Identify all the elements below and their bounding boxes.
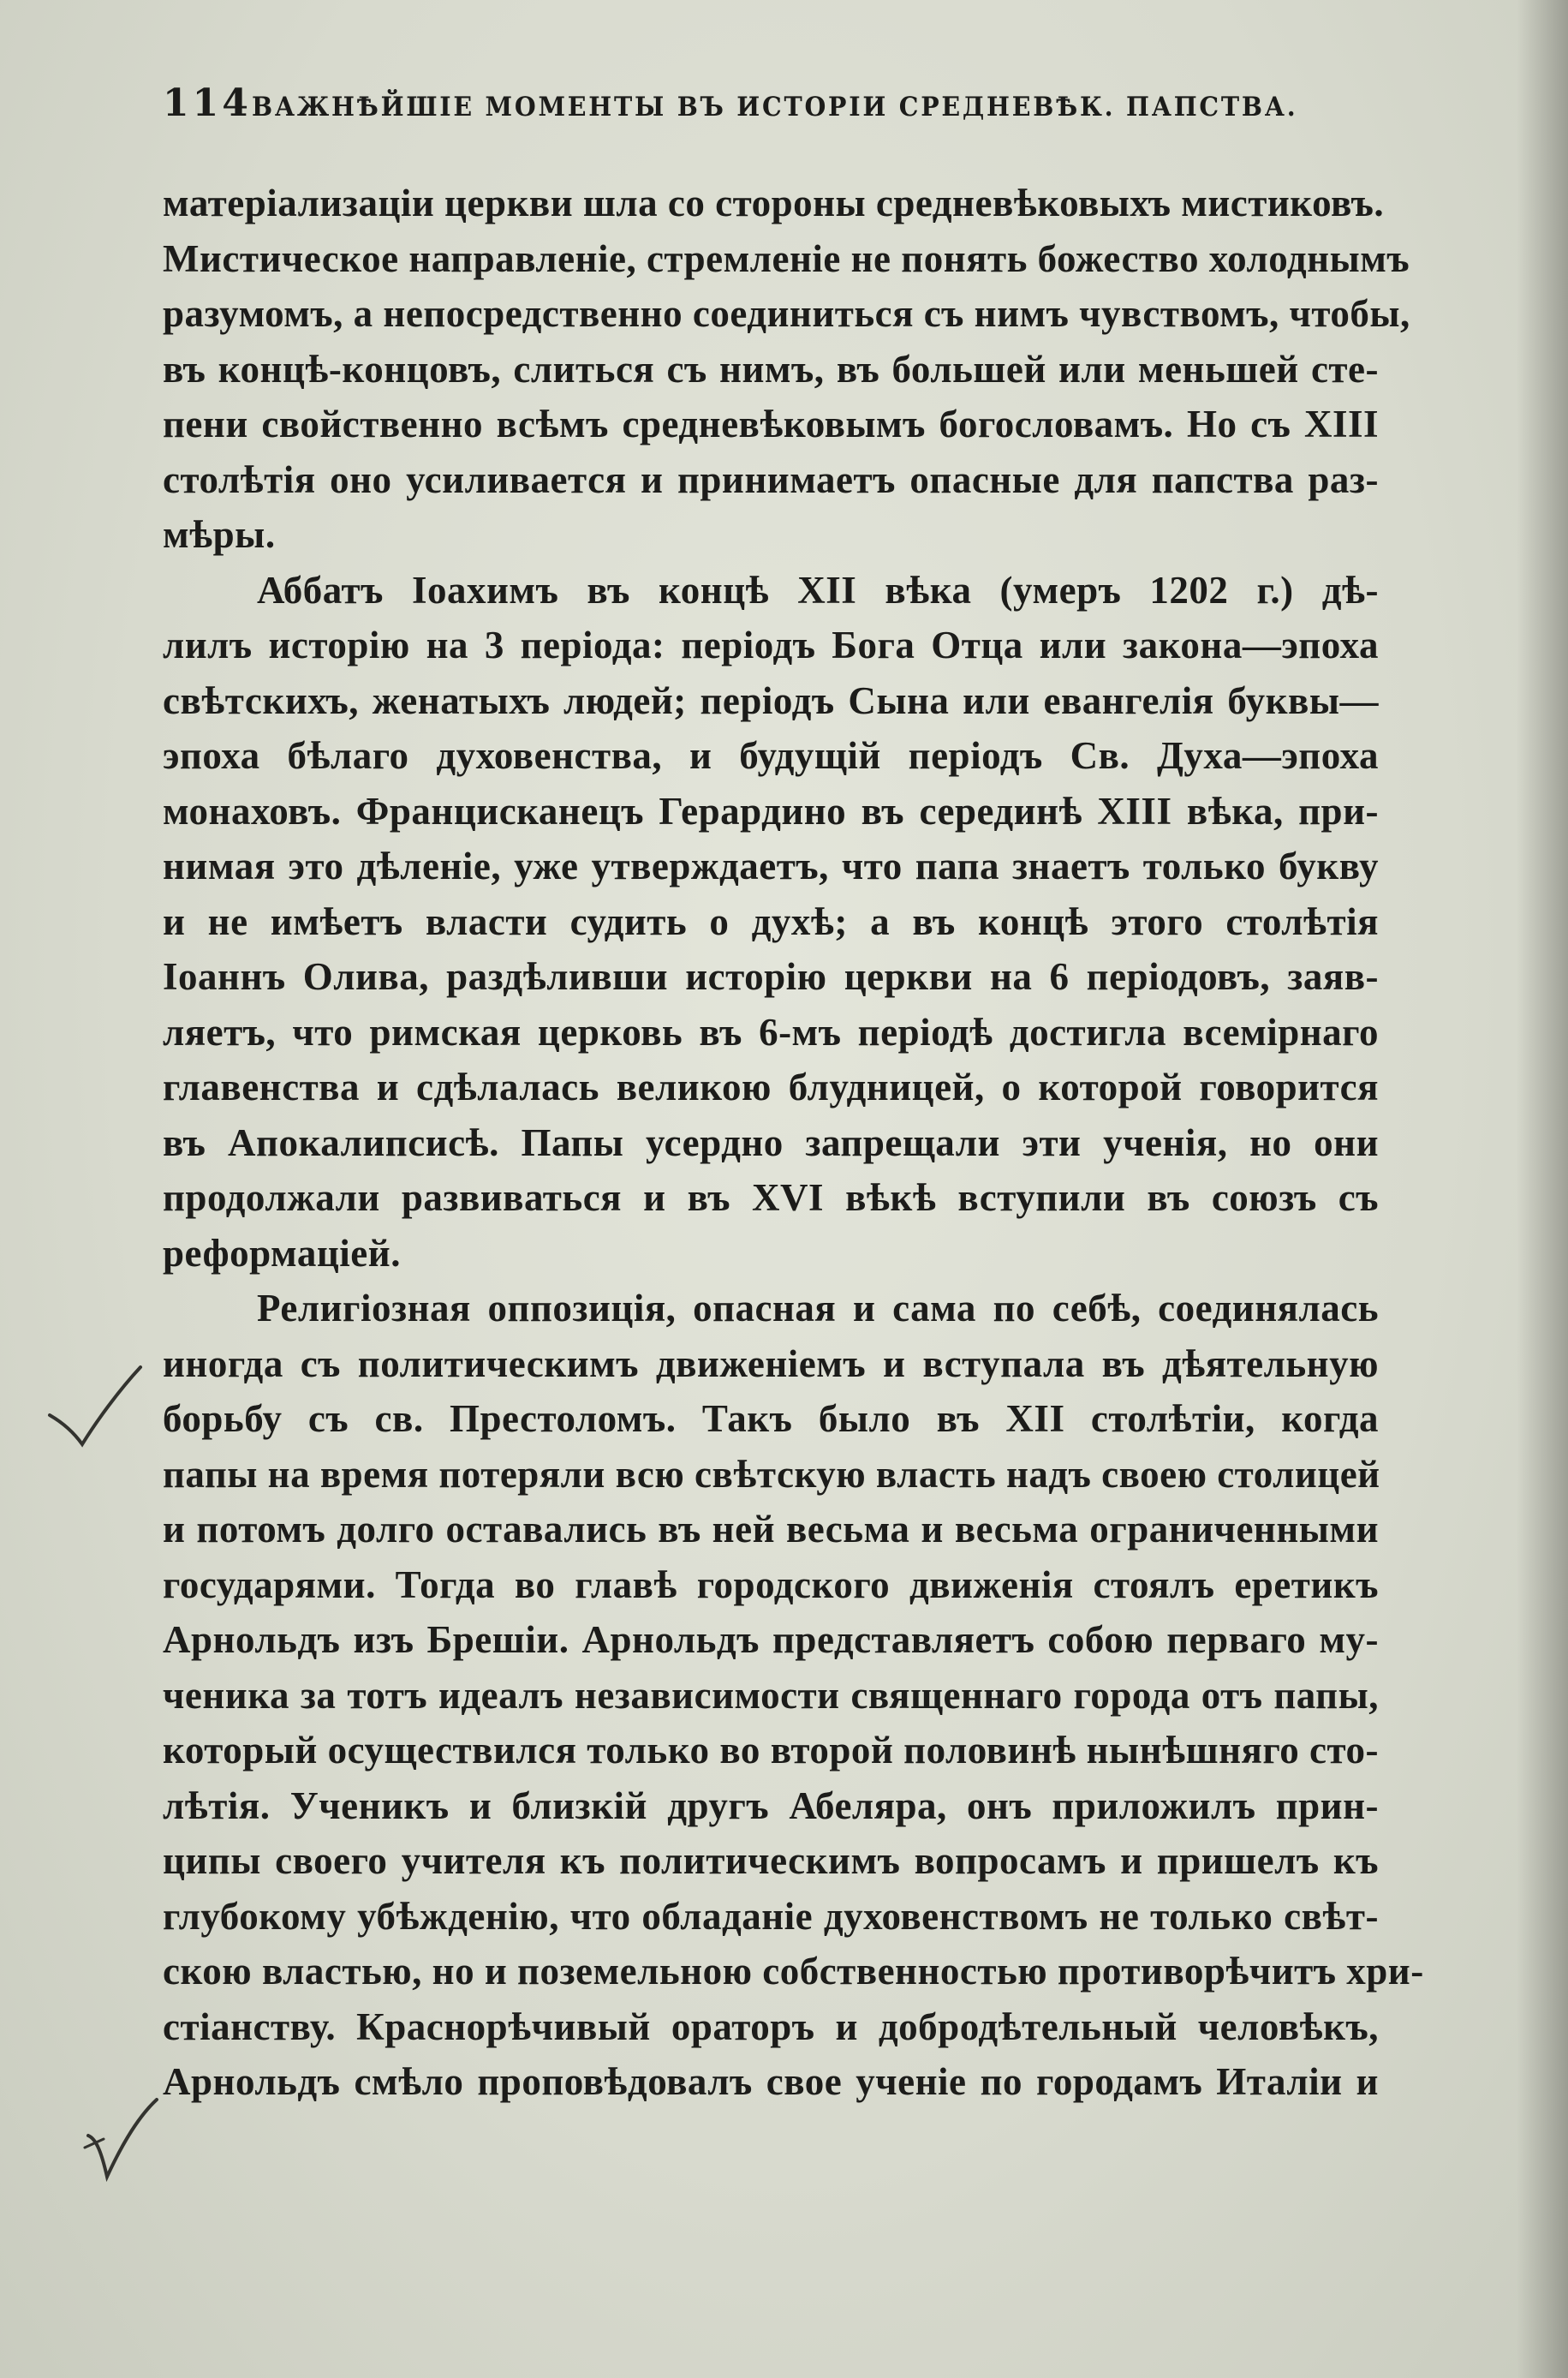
running-title: ВАЖНѢЙШІЕ МОМЕНТЫ ВЪ ИСТОРІИ СРЕДНЕВѢК. ПАПСТВА.: [251, 92, 1298, 122]
text-line: Арнольдъ изъ Брешіи. Арнольдъ представляетъ собою перваго му-: [163, 1618, 1379, 1661]
text-line: нимая это дѣленіе, уже утверждаетъ, что папа знаетъ только букву: [163, 845, 1379, 887]
text-line: Іоаннъ Олива, раздѣливши исторію церкви на 6 періодовъ, заяв-: [163, 955, 1379, 998]
page-number: 114: [163, 81, 252, 125]
text-line: ляетъ, что римская церковь въ 6-мъ періодѣ достигла всемірнаго: [163, 1010, 1379, 1054]
text-line: матеріализаціи церкви шла со стороны средневѣковыхъ мистиковъ.: [163, 182, 1385, 224]
text-line: мѣры.: [163, 513, 276, 556]
text-line: эпоха бѣлаго духовенства, и будущій періодъ Св. Духа—эпоха: [163, 734, 1379, 777]
text-line: разумомъ, а непосредственно соединиться съ нимъ чувствомъ, чтобы,: [163, 292, 1410, 335]
text-line: иногда съ политическимъ движеніемъ и вступала въ дѣятельную: [163, 1341, 1379, 1385]
text-line: въ концѣ-концовъ, слиться съ нимъ, въ большей или меньшей сте-: [163, 347, 1379, 391]
text-line: Арнольдъ смѣло проповѣдовалъ свое ученіе по городамъ Италіи и: [163, 2060, 1379, 2103]
body-text: [163, 176, 1424, 2110]
text-line: государями. Тогда во главѣ городского движенія стоялъ еретикъ: [163, 1562, 1379, 1606]
page-header: [163, 81, 1379, 141]
text-line: Мистическое направленіе, стремленіе не понять божество холоднымъ: [163, 236, 1410, 280]
text-line: лѣтія. Ученикъ и близкій другъ Абеляра, онъ приложилъ прин-: [163, 1784, 1379, 1827]
page-edge-shadow: [1517, 0, 1568, 2378]
text-line: папы на время потеряли всю свѣтскую власть надъ своею столицей: [163, 1452, 1380, 1496]
text-line: ченика за тотъ идеалъ независимости священнаго города отъ папы,: [163, 1673, 1379, 1717]
text-line: реформаціей.: [163, 1231, 401, 1275]
text-line: въ Апокалипсисѣ. Папы усердно запрещали эти ученія, но они: [163, 1120, 1379, 1164]
text-line: и потомъ долго оставались въ ней весьма и весьма ограниченными: [163, 1508, 1379, 1550]
text-line: столѣтія оно усиливается и принимаетъ опасные для папства раз-: [163, 457, 1379, 501]
text-line: ципы своего учителя къ политическимъ вопросамъ и пришелъ къ: [163, 1839, 1379, 1882]
text-line: стіанству. Краснорѣчивый ораторъ и добродѣтельный человѣкъ,: [163, 2005, 1379, 2048]
text-line: глубокому убѣжденію, что обладаніе духовенствомъ не только свѣт-: [163, 1894, 1379, 1938]
text-line: свѣтскихъ, женатыхъ людей; періодъ Сына или евангелія буквы—: [163, 678, 1379, 722]
book-page: [163, 81, 1424, 2110]
text-line: лилъ исторію на 3 періода: періодъ Бога Отца или закона—эпоха: [163, 624, 1379, 666]
text-line: скою властью, но и поземельною собственностью противорѣчитъ хри-: [163, 1950, 1424, 1993]
text-line: Аббатъ Іоахимъ въ концѣ XII вѣка (умеръ 1202 г.) дѣ-: [257, 568, 1379, 612]
text-line: монаховъ. Францисканецъ Герардино въ серединѣ XIII вѣка, при-: [163, 789, 1379, 833]
text-line: главенства и сдѣлалась великою блудницей, о которой говорится: [163, 1066, 1379, 1108]
text-line: который осуществился только во второй половинѣ нынѣшняго сто-: [163, 1729, 1379, 1772]
text-line: и не имѣетъ власти судить о духѣ; а въ концѣ этого столѣтія: [163, 899, 1379, 943]
text-line: продолжали развиваться и въ XVI вѣкѣ вступили въ союзъ съ: [163, 1176, 1379, 1219]
text-line: Религіозная оппозиція, опасная и сама по себѣ, соединялась: [257, 1287, 1379, 1329]
text-line: борьбу съ св. Престоломъ. Такъ было въ XII столѣтіи, когда: [163, 1397, 1379, 1440]
margin-checkmark-icon: [45, 1362, 147, 1456]
margin-checkmark-icon: [81, 2094, 163, 2189]
text-line: пени свойственно всѣмъ средневѣковымъ богословамъ. Но съ XIII: [163, 403, 1379, 445]
